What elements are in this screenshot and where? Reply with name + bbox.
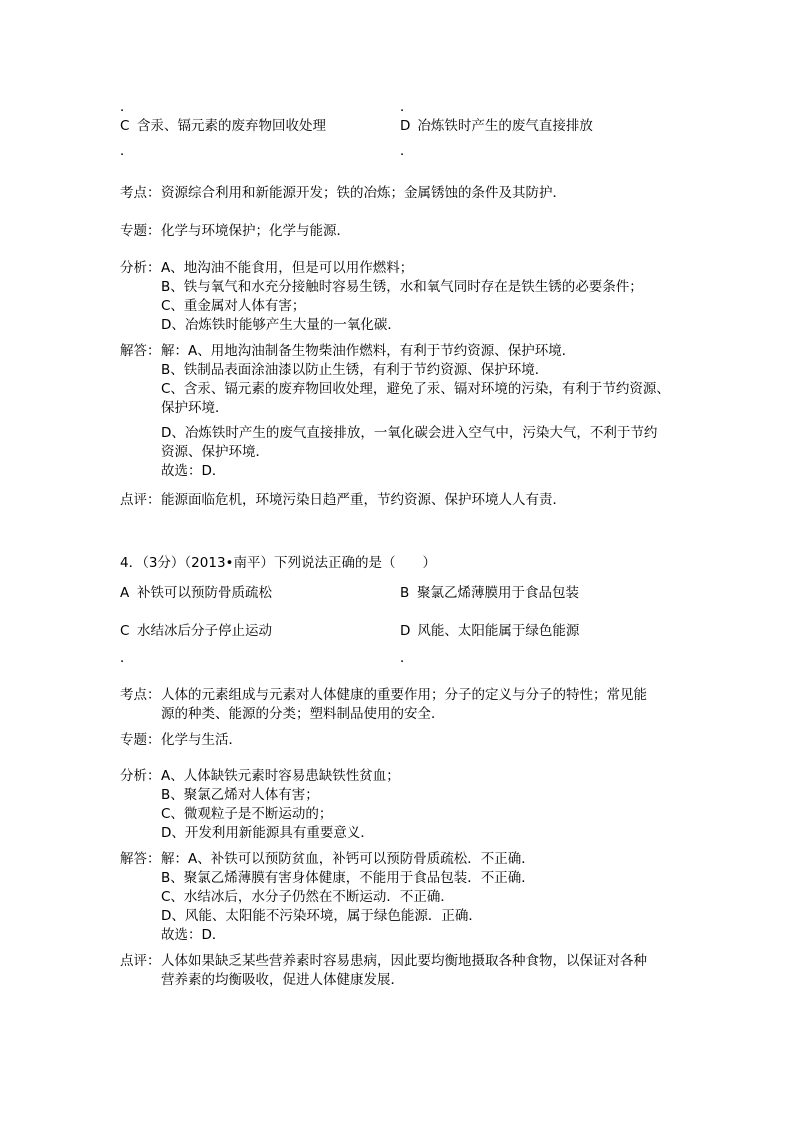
answer-line: B、铁制品表面涂油漆以防止生锈，有利于节约资源、保护环境． <box>161 362 549 378</box>
comment-line: 人体如果缺乏某些营养素时容易患病，因此要均衡地摄取各种食物，以保证对各种 <box>161 953 647 969</box>
section-label-zhuanti: 专题： <box>120 732 161 748</box>
analysis-line: D、冶炼铁时能够产生大量的一氧化碳． <box>161 317 401 333</box>
q4-kaodian-section <box>120 686 676 724</box>
q3-kaodian-section <box>120 184 676 203</box>
q4-option-d <box>400 622 675 641</box>
q3-options-table <box>120 98 675 161</box>
option-dot: ． <box>120 99 134 115</box>
comment-line: 能源面临危机，环境污染日趋严重，节约资源、保护环境人人有责． <box>161 492 566 508</box>
option-letter: A <box>120 585 130 601</box>
section-label-fenxi: 分析： <box>120 768 161 784</box>
q4-options-table <box>120 584 675 668</box>
answer-line: 保护环境． <box>161 400 229 416</box>
analysis-line: D、开发利用新能源具有重要意义． <box>161 825 374 841</box>
answer-line: D、风能、太阳能不污染环境，属于绿色能源．正确． <box>161 908 482 924</box>
section-label-kaodian: 考点： <box>120 185 161 201</box>
section-label-dianping: 点评： <box>120 492 161 508</box>
option-dot: ． <box>400 143 414 159</box>
analysis-line: B、聚氯乙烯对人体有害； <box>161 787 319 803</box>
q4-zhuanti-section <box>120 731 676 750</box>
answer-line: 解：A、补铁可以预防贫血，补钙可以预防骨质疏松．不正确． <box>161 851 535 867</box>
section-label-jieda: 解答： <box>120 851 161 867</box>
q3-option-c <box>120 117 400 136</box>
q4-option-a <box>120 584 400 603</box>
q3-dianping-section <box>120 491 676 510</box>
text-line: 资源综合利用和新能源开发；铁的冶炼；金属锈蚀的条件及其防护． <box>161 185 566 201</box>
analysis-line: C、微观粒子是不断运动的； <box>161 806 333 822</box>
option-letter: D <box>400 623 411 639</box>
answer-conclusion: 故选：D． <box>161 463 226 479</box>
answer-line: D、冶炼铁时产生的废气直接排放，一氧化碳会进入空气中，污染大气，不利于节约 <box>161 425 658 441</box>
answer-conclusion: 故选：D． <box>161 927 226 943</box>
option-dot: ． <box>120 650 134 666</box>
section-label-kaodian: 考点： <box>120 687 161 703</box>
option-text: 风能、太阳能属于绿色能源 <box>417 623 580 639</box>
section-label-jieda: 解答： <box>120 343 161 359</box>
option-letter: D <box>400 118 411 134</box>
analysis-line: A、地沟油不能食用，但是可以用作燃料； <box>161 260 414 276</box>
q4-option-b <box>400 584 675 603</box>
q4-dianping-section <box>120 952 676 990</box>
q4-fenxi-section <box>120 767 676 843</box>
q4-option-c <box>120 622 400 641</box>
text-line: 化学与生活． <box>161 732 242 748</box>
text-line: 人体的元素组成与元素对人体健康的重要作用；分子的定义与分子的特性；常见能 <box>161 687 647 703</box>
option-letter: B <box>400 585 410 601</box>
option-text: 含汞、镉元素的废弃物回收处理 <box>137 118 326 134</box>
section-label-zhuanti: 专题： <box>120 223 161 239</box>
q3-option-d <box>400 117 675 136</box>
option-text: 冶炼铁时产生的废气直接排放 <box>417 118 593 134</box>
analysis-line: A、人体缺铁元素时容易患缺铁性贫血； <box>161 768 400 784</box>
q3-jieda-section <box>120 342 676 481</box>
q4-stem: 4．（3分）（2013•南平）下列说法正确的是（ ） <box>120 555 436 571</box>
text-line: 源的种类、能源的分类；塑料制品使用的安全． <box>161 706 445 722</box>
option-letter: C <box>120 623 130 639</box>
analysis-line: B、铁与氧气和水充分接触时容易生锈，水和氧气同时存在是铁生锈的必要条件； <box>161 279 643 295</box>
q3-zhuanti-section <box>120 222 676 241</box>
section-label-dianping: 点评： <box>120 953 161 969</box>
q3-fenxi-section <box>120 259 676 335</box>
answer-line: 解：A、用地沟油制备生物柴油作燃料，有利于节约资源、保护环境． <box>161 343 576 359</box>
section-label-fenxi: 分析： <box>120 260 161 276</box>
answer-line: 资源、保护环境． <box>161 444 269 460</box>
option-text: 聚氯乙烯薄膜用于食品包装 <box>417 585 579 601</box>
q4-jieda-section <box>120 850 676 945</box>
option-text: 水结冰后分子停止运动 <box>137 623 272 639</box>
option-dot: ． <box>120 143 134 159</box>
option-letter: C <box>120 118 130 134</box>
options-spacer <box>120 603 675 622</box>
text-line: 化学与环境保护；化学与能源． <box>161 223 350 239</box>
answer-line: C、水结冰后，水分子仍然在不断运动．不正确． <box>161 889 454 905</box>
answer-line: B、聚氯乙烯薄膜有害身体健康，不能用于食品包装．不正确． <box>161 870 535 886</box>
answer-line: C、含汞、镉元素的废弃物回收处理，避免了汞、镉对环境的污染，有利于节约资源、 <box>161 381 670 397</box>
option-text: 补铁可以预防骨质疏松 <box>137 585 272 601</box>
analysis-line: C、重金属对人体有害； <box>161 298 306 314</box>
option-dot: ． <box>400 99 414 115</box>
comment-line: 营养素的均衡吸收，促进人体健康发展． <box>161 972 404 988</box>
option-dot: ． <box>400 650 414 666</box>
